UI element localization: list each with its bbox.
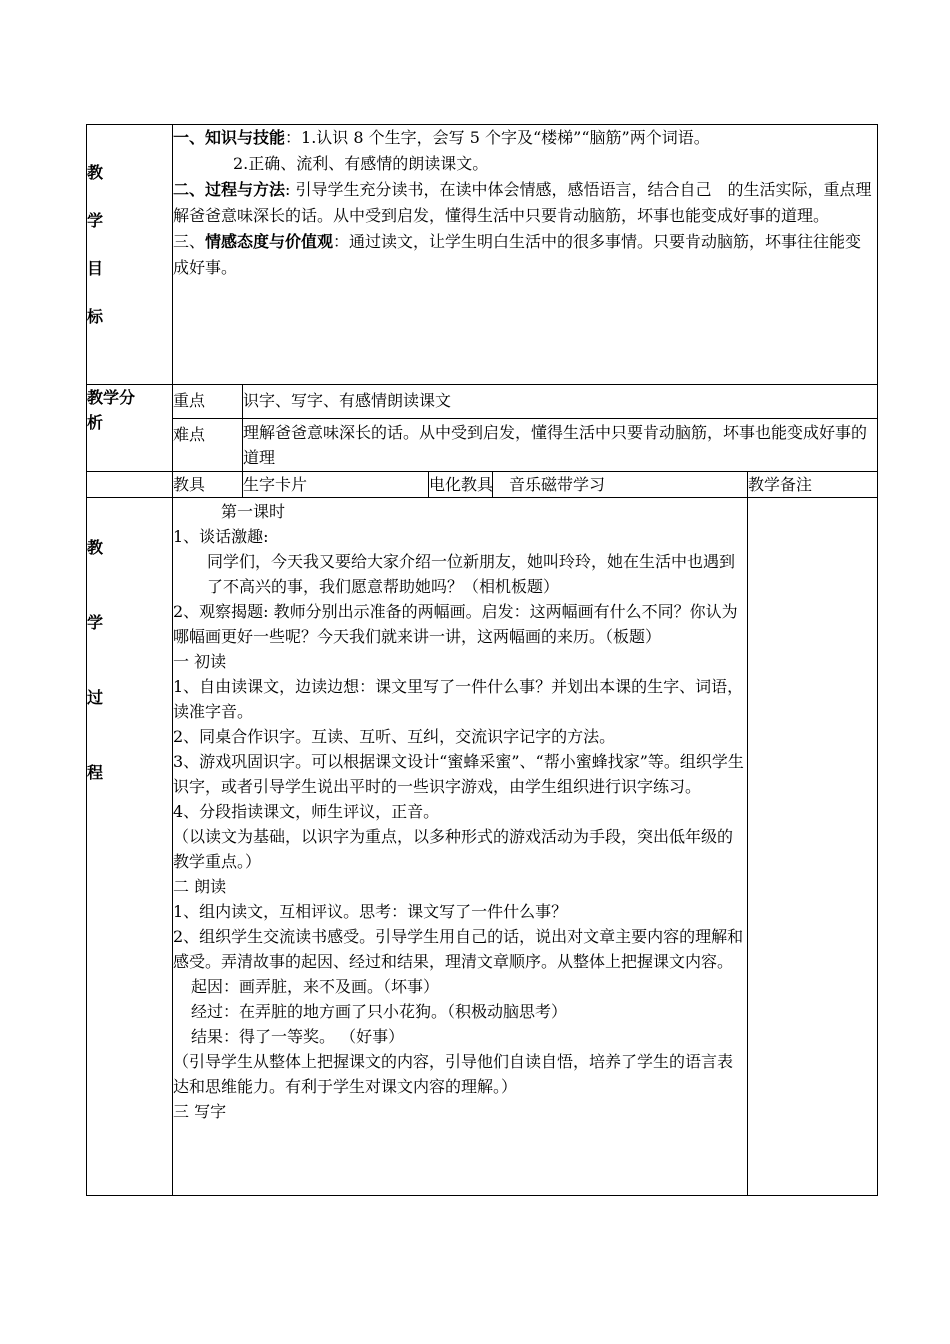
process-line: 1、谈话激趣: xyxy=(173,527,269,546)
knowledge-title: 一、知识与技能 xyxy=(173,128,286,147)
remarks-label: 教学备注 xyxy=(748,472,878,498)
process-line: 同学们，今天我又要给大家介绍一位新朋友，她叫玲玲，她在生活中也遇到了不高兴的事，我们愿意帮助她吗？（相机板题） xyxy=(207,552,736,596)
analysis-label: 教学分析 xyxy=(87,385,173,472)
process-line: 2、观察揭题: 教师分别出示准备的两幅画。启发：这两幅画有什么不同？你认为哪幅画更好一些呢？今天我们就来讲一讲，这两幅画的来历。（板题） xyxy=(173,602,738,646)
process-line: 1、组内读文，互相评议。思考：课文写了一件什么事？ xyxy=(173,902,568,921)
knowledge-text-2: 2.正确、流利、有感情的朗读课文。 xyxy=(233,154,489,173)
emotion-text: ：通过读文，让学生明白生活中的很多事情。只要肯动脑筋，坏事往往能变成好事。 xyxy=(173,232,862,277)
process-line: 经过：在弄脏的地方画了只小花狗。（积极动脑思考） xyxy=(191,1002,568,1021)
section-heading: 一 初读 xyxy=(173,652,227,671)
knowledge-text: ：1.认识 8 个生字，会写 5 个字及“楼梯”“脑筋”两个词语。 xyxy=(285,128,710,147)
remarks-cell xyxy=(748,498,878,1196)
process-line: 起因：画弄脏，来不及画。（坏事） xyxy=(191,977,440,996)
process-line: 2、组织学生交流读书感受。引导学生用自己的话，说出对文章主要内容的理解和感受。弄清故事的起因、经过和结果，理清文章顺序。从整体上把握课文内容。 xyxy=(173,927,744,971)
tools-value: 生字卡片 xyxy=(243,472,429,498)
objectives-content xyxy=(173,125,878,385)
tools-label: 教具 xyxy=(173,472,243,498)
electronic-tools-label: 电化教具 xyxy=(429,472,493,498)
key-point-text: 识字、写字、有感情朗读课文 xyxy=(243,385,878,419)
tools-row xyxy=(87,472,878,498)
tools-blank-cell xyxy=(87,472,173,498)
process-line: 3、游戏巩固识字。可以根据课文设计“蜜蜂采蜜”、“帮小蜜蜂找家”等。组织学生识字，或者引导学生说出平时的一些识字游戏，由学生组织进行识字练习。 xyxy=(173,752,744,796)
process-line: 4、分段指读课文，师生评议，正音。 xyxy=(173,802,440,821)
process-content xyxy=(173,498,748,1196)
process-note: （以读文为基础，以识字为重点，以多种形式的游戏活动为手段，突出低年级的教学重点。） xyxy=(173,827,734,871)
process-text: : 引导学生充分读书，在读中体会情感，感悟语言，结合自己 的生活实际，重点理解爸爸意味深长的话。从中受到启发，懂得生活中只要肯动脑筋，坏事也能变成好事的道理。 xyxy=(173,180,872,225)
objectives-row xyxy=(87,125,878,385)
emotion-title: 情感态度与价值观 xyxy=(205,232,334,251)
process-line: 1、自由读课文，边读边想：课文里写了一件什么事？并划出本课的生字、词语，读准字音。 xyxy=(173,677,744,721)
key-point-row xyxy=(87,385,878,419)
process-note: （引导学生从整体上把握课文的内容，引导他们自读自悟，培养了学生的语言表达和思维能力。有利于学生对课文内容的理解。） xyxy=(173,1052,734,1096)
lesson-heading: 第一课时 xyxy=(221,502,286,521)
difficulty-row xyxy=(87,419,878,472)
electronic-tools-value: 音乐磁带学习 xyxy=(493,472,748,498)
process-line: 2、同桌合作识字。互读、互听、互纠，交流识字记字的方法。 xyxy=(173,727,616,746)
section-heading: 二 朗读 xyxy=(173,877,227,896)
key-point-label: 重点 xyxy=(173,385,243,419)
difficulty-label: 难点 xyxy=(173,419,243,472)
difficulty-text: 理解爸爸意味深长的话。从中受到启发，懂得生活中只要肯动脑筋，坏事也能变成好事的道理 xyxy=(243,419,878,472)
emotion-prefix: 三、 xyxy=(173,232,206,251)
lesson-plan-table xyxy=(86,124,878,1196)
process-title: 二、过程与方法 xyxy=(173,180,286,199)
process-row xyxy=(87,498,878,1196)
section-heading: 三 写字 xyxy=(173,1102,227,1121)
objectives-label: 教 学 目 标 xyxy=(87,125,173,385)
process-line: 结果：得了一等奖。 （好事） xyxy=(191,1027,405,1046)
process-label: 教 学 过 程 xyxy=(87,498,173,1196)
